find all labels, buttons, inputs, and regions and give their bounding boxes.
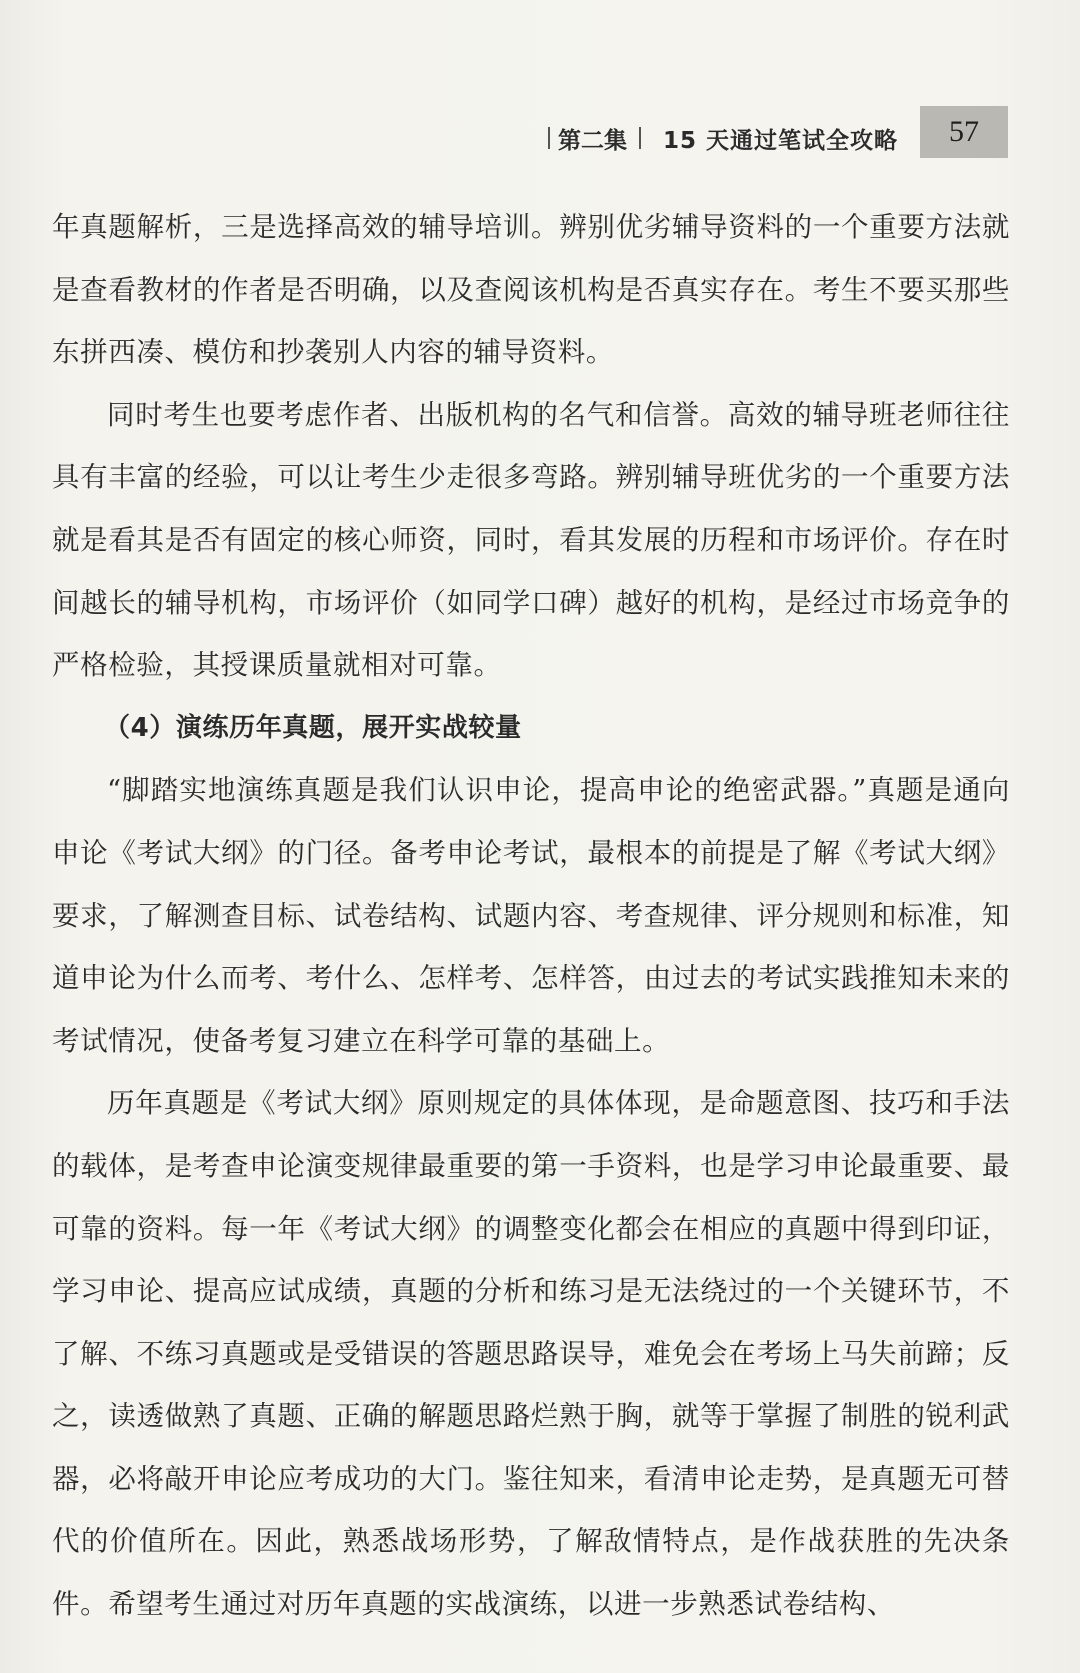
- page-number: [920, 106, 1008, 158]
- paragraph: 同时考生也要考虑作者、出版机构的名气和信誉。高效的辅导班老师往往具有丰富的经验，可以让考生少走很多弯路。辨别辅导班优劣的一个重要方法就是看其是否有固定的核心师资，同时，看其发展的历程和市场评价。存在时间越长的辅导机构，市场评价（如同学口碑）越好的机构，是经过市场竞争的严格检验，其授课质量就相对可靠。: [52, 398, 1010, 682]
- series-title: 第二集: [558, 127, 627, 154]
- paragraph: 历年真题是《考试大纲》原则规定的具体体现，是命题意图、技巧和手法的载体，是考查申论演变规律最重要的第一手资料，也是学习申论最重要、最可靠的资料。每一年《考试大纲》的调整变化都会在相应的真题中得到印证，学习申论、提高应试成绩，真题的分析和练习是无法绕过的一个关键环节，不了解、不练习真题或是受错误的答题思路误导，难免会在考场上马失前蹄；反之，读透做熟了真题、正确的解题思路烂熟于胸，就等于掌握了制胜的锐利武器，必将敲开申论应考成功的大门。鉴往知来，看清申论走势，是真题无可替代的价值所在。因此，熟悉战场形势，了解敌情特点，是作战获胜的先决条件。希望考生通过对历年真题的实战演练，以进一步熟悉试卷结构、: [52, 1087, 1010, 1621]
- section-heading: （4）演练历年真题，展开实战较量: [104, 712, 522, 743]
- paragraph: “脚踏实地演练真题是我们认识申论，提高申论的绝密武器。”真题是通向申论《考试大纲》的门径。备考申论考试，最根本的前提是了解《考试大纲》要求，了解测查目标、试卷结构、试题内容、考查规律、评分规则和标准，知道申论为什么而考、考什么、怎样考、怎样答，由过去的考试实践推知未来的考试情况，使备考复习建立在科学可靠的基础上。: [52, 774, 1010, 1057]
- page-number-text: 57: [949, 115, 979, 148]
- header-divider: [548, 127, 550, 149]
- paragraph: 年真题解析，三是选择高效的辅导培训。辨别优劣辅导资料的一个重要方法就是查看教材的作者是否明确，以及查阅该机构是否真实存在。考生不要买那些东拼西凑、模仿和抄袭别人内容的辅导资料。: [52, 211, 1010, 369]
- header-divider: [639, 127, 641, 149]
- body-text: [52, 196, 1010, 1636]
- book-title: 15 天通过笔试全攻略: [663, 127, 899, 154]
